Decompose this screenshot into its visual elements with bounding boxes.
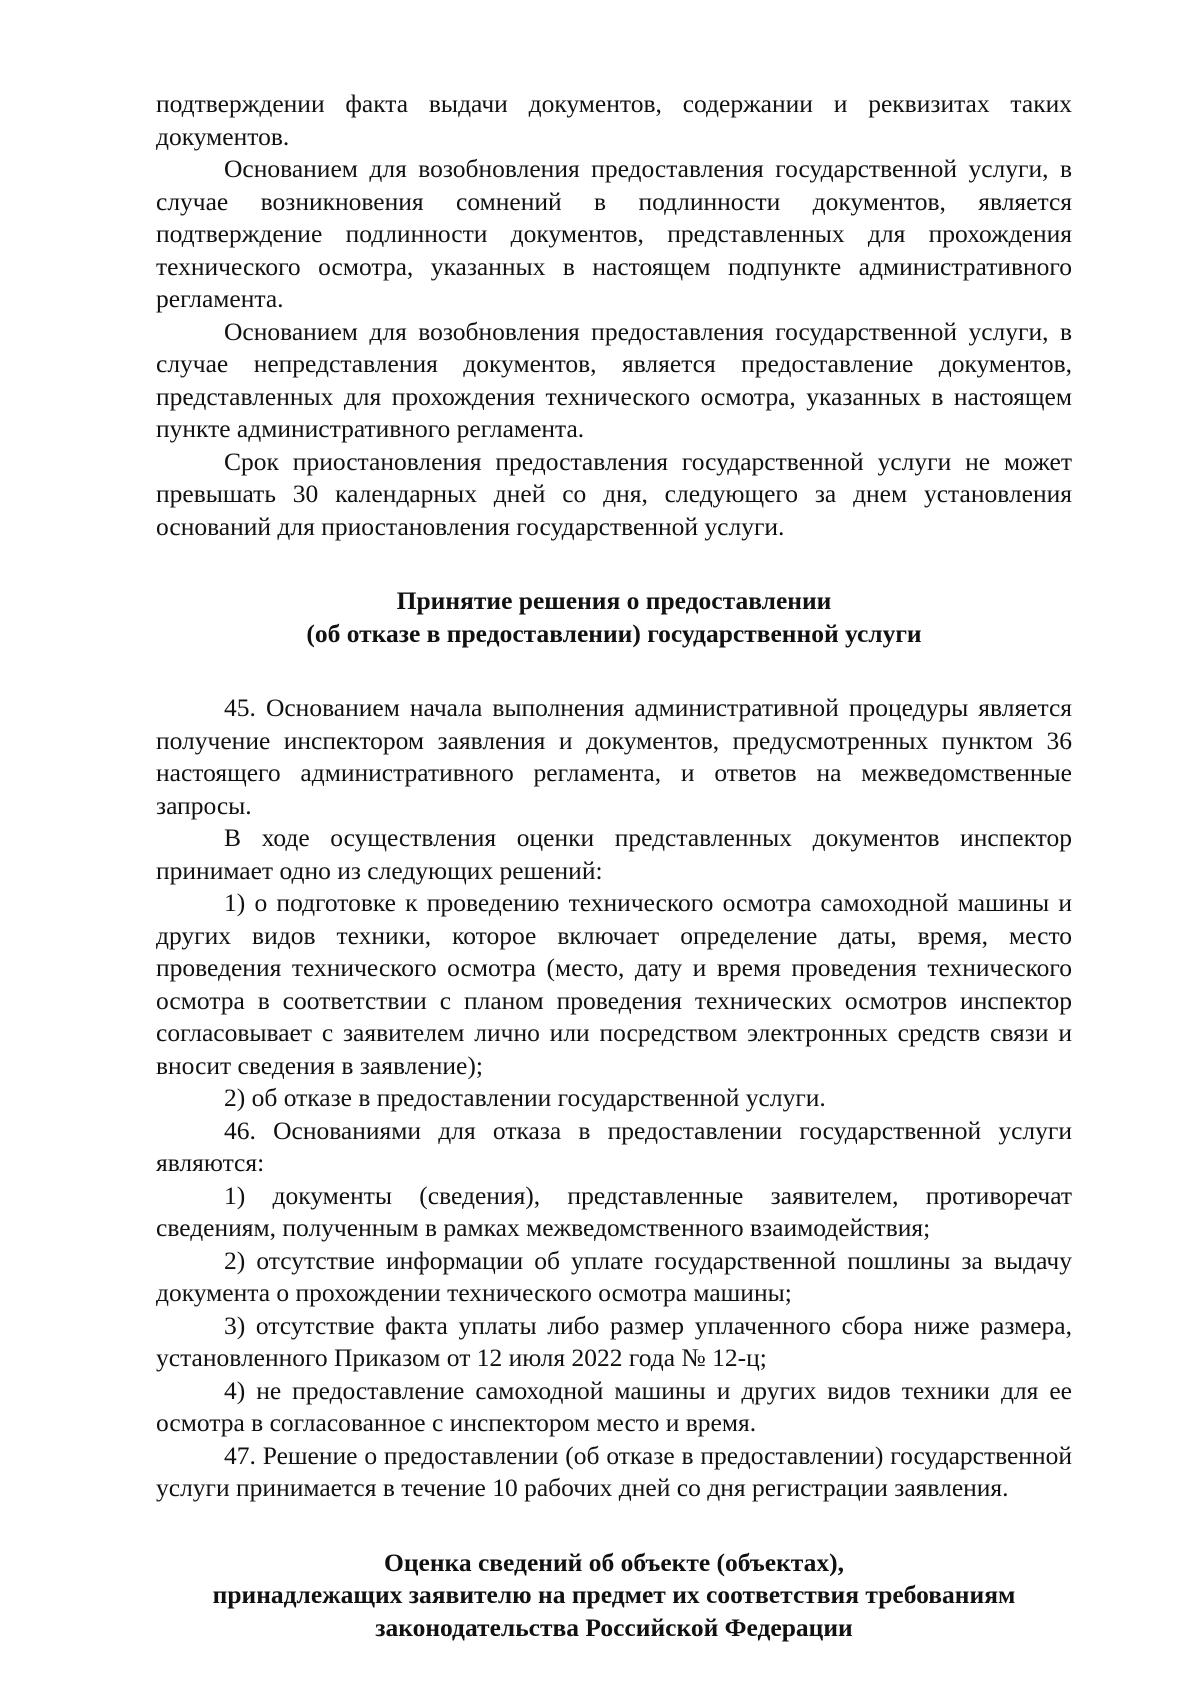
heading-line: принадлежащих заявителю на предмет их соответствия требованиям: [212, 1580, 1016, 1609]
section-heading-decision: [156, 585, 1072, 650]
section-heading-assessment: [156, 1547, 1072, 1645]
paragraph-item-45: 45. Основанием начала выполнения административной процедуры является получение инспектором заявления и документов, предусмотренных пунктом 36 настоящего административного регламента, и ответов на межведомственные запросы.: [156, 693, 1072, 820]
list-item-ground-2: 2) отсутствие информации об уплате государственной пошлины за выдачу документа о прохождении технического осмотра машины;: [156, 1245, 1072, 1307]
paragraph-evaluation: В ходе осуществления оценки представленных документов инспектор принимает одно из следующих решений:: [156, 823, 1072, 885]
heading-line: законодательства Российской Федерации: [375, 1612, 853, 1642]
list-item-refusal: 2) об отказе в предоставлении государственной услуги.: [224, 1083, 826, 1112]
paragraph-suspension-term: Срок приостановления предоставления государственной услуги не может превышать 30 календарных дней со дня, следующего за днем установления оснований для приостановления государственной услуги.: [156, 446, 1072, 541]
paragraph-resumption-nonsubmission: Основанием для возобновления предоставления государственной услуги, в случае непредставления документов, является предоставление документов, представленных для прохождения технического осмотра, указанных в настоящем пункте административного регламента.: [156, 316, 1072, 443]
list-item-ground-1: 1) документы (сведения), представленные заявителем, противоречат сведениям, полученным в рамках межведомственного взаимодействия;: [156, 1180, 1072, 1242]
heading-line: (об отказе в предоставлении) государственной услуги: [306, 618, 922, 648]
heading-line: Оценка сведений об объекте (объектах),: [384, 1547, 844, 1577]
heading-line: Принятие решения о предоставлении: [396, 586, 832, 615]
paragraph-item-47: 47. Решение о предоставлении (об отказе в предоставлении) государственной услуги принимается в течение 10 рабочих дней со дня регистрации заявления.: [156, 1440, 1072, 1502]
paragraph-resumption-authenticity: Основанием для возобновления предоставления государственной услуги, в случае возникновения сомнений в подлинности документов, является подтверждение подлинности документов, представленных для прохождения технического осмотра, указанных в настоящем подпункте административного регламента.: [156, 154, 1072, 313]
list-item-ground-4: 4) не предоставление самоходной машины и других видов техники для ее осмотра в согласованное с инспектором место и время.: [156, 1375, 1072, 1437]
list-item-preparation: 1) о подготовке к проведению технического осмотра самоходной машины и других видов техники, которое включает определение даты, время, место проведения технического осмотра (место, дату и время проведения технического осмотра в соответствии с планом проведения технических осмотров инспектор согласовывает с заявителем лично или посредством электронных средств связи и вносит сведения в заявление);: [156, 888, 1072, 1080]
paragraph-item-46: 46. Основаниями для отказа в предоставлении государственной услуги являются:: [156, 1115, 1072, 1177]
list-item-ground-3: 3) отсутствие факта уплаты либо размер уплаченного сбора ниже размера, установленного Приказом от 12 июля 2022 года № 12-ц;: [156, 1310, 1072, 1372]
paragraph-continuation: подтверждении факта выдачи документов, содержании и реквизитах таких документов.: [156, 89, 1072, 151]
